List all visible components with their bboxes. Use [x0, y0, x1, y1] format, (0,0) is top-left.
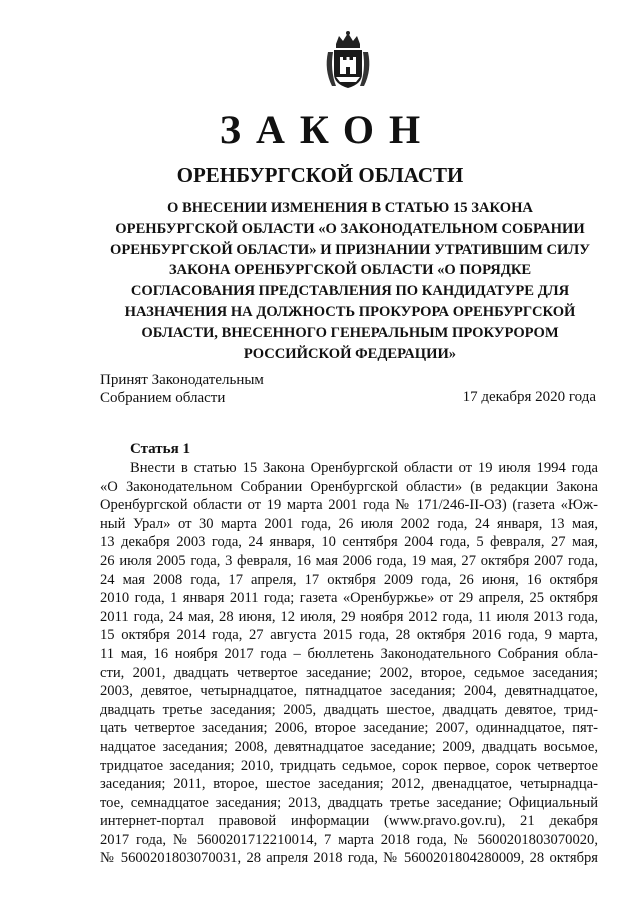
- body-line: сти, 2001, двадцать четвертое заседание; 2002, второе, седьмое заседания;: [100, 664, 598, 681]
- body-line: 13 декабря 2003 года, 24 января, 10 сентября 2004 года, 5 февраля, 27 мая,: [100, 534, 598, 551]
- subject-line: РОССИЙСКОЙ ФЕДЕРАЦИИ»: [243, 345, 457, 362]
- body-line: 2003, девятое, четырнадцатое, пятнадцатое заседания; 2004, девятнадцатое,: [100, 683, 598, 700]
- orenburg-coat-of-arms-icon: [322, 30, 374, 92]
- body-line: заседания; 2011, второе, шестое заседания; 2012, двенадцатое, четырнадца-: [100, 776, 598, 793]
- adoption-line: Собранием области: [100, 389, 226, 406]
- region-title: ОРЕНБУРГСКОЙ ОБЛАСТИ: [176, 163, 464, 187]
- body-line: двадцать третье заседания; 2005, двадцать шестое, двадцать девятое, трид-: [100, 701, 598, 718]
- body-line: «О Законодательном Собрании Оренбургской области» (в редакции Закона: [100, 478, 598, 495]
- article-heading: Статья 1: [130, 441, 190, 457]
- law-title: ЗАКОН: [219, 107, 436, 152]
- body-line: 26 июля 2005 года, 3 февраля, 16 мая 2006 года, 19 мая, 27 октября 2007 года,: [100, 552, 598, 569]
- body-line: 15 октября 2014 года, 27 августа 2015 года, 28 октября 2016 года, 9 марта,: [100, 627, 598, 644]
- subject-line: ОРЕНБУРГСКОЙ ОБЛАСТИ «О ЗАКОНОДАТЕЛЬНОМ СОБРАНИИ: [115, 220, 585, 237]
- body-line: 2010 года, 1 января 2011 года; газета «Оренбуржье» от 29 апреля, 25 октября: [100, 590, 598, 607]
- body-line: надцатое заседания; 2008, девятнадцатое заседание; 2009, двадцать восьмое,: [100, 738, 598, 755]
- body-line: 2017 года, № 5600201712210014, 7 марта 2018 года, № 5600201803070020,: [100, 831, 598, 848]
- body-line: № 5600201803070031, 28 апреля 2018 года, № 5600201804280009, 28 октября: [100, 850, 598, 867]
- body-line: интернет-портал правовой информации (www.pravo.gov.ru), 21 декабря: [100, 813, 598, 830]
- subject-line: ОБЛАСТИ, ВНЕСЕННОГО ГЕНЕРАЛЬНЫМ ПРОКУРОРОМ: [141, 324, 559, 341]
- adoption-note: [100, 372, 264, 407]
- body-line: цать четвертое заседания; 2006, второе заседание; 2007, одиннадцатое, пят-: [100, 720, 598, 737]
- body-line: 24 мая 2008 года, 17 апреля, 17 октября 2009 года, 26 июня, 16 октября: [100, 571, 598, 588]
- subject-line: О ВНЕСЕНИИ ИЗМЕНЕНИЯ В СТАТЬЮ 15 ЗАКОНА: [167, 200, 533, 216]
- subject-line: НАЗНАЧЕНИЯ НА ДОЛЖНОСТЬ ПРОКУРОРА ОРЕНБУРГСКОЙ: [124, 303, 576, 320]
- article-body: [100, 459, 598, 868]
- body-line: тридцатое заседания; 2010, тридцать седьмое, сорок первое, сорок четвертое: [100, 757, 598, 774]
- body-line: ный Урал» от 30 марта 2001 года, 26 июля 2002 года, 24 января, 13 мая,: [100, 515, 598, 532]
- subject-line: ОРЕНБУРГСКОЙ ОБЛАСТИ» И ПРИЗНАНИИ УТРАТИВШИМ СИЛУ: [110, 241, 590, 258]
- body-line: 2011 года, 24 мая, 28 июня, 12 июля, 29 ноября 2012 года, 11 июля 2013 года,: [100, 608, 598, 625]
- subject-line: ЗАКОНА ОРЕНБУРГСКОЙ ОБЛАСТИ «О ПОРЯДКЕ: [168, 262, 532, 279]
- adoption-line: Принят Законодательным: [100, 372, 264, 388]
- body-line: тое, семнадцатое заседания; 2013, двадцать третье заседание; Официальный: [100, 794, 598, 811]
- body-line: 11 мая, 16 ноября 2017 года – бюллетень Законодательного Собрания обла-: [100, 645, 598, 662]
- adoption-date: 17 декабря 2020 года: [462, 389, 596, 405]
- subject-line: СОГЛАСОВАНИЯ ПРЕДСТАВЛЕНИЯ ПО КАНДИДАТУРЕ ДЛЯ: [130, 283, 570, 300]
- law-subject: [90, 198, 610, 364]
- body-line: Внести в статью 15 Закона Оренбургской области от 19 июля 1994 года: [130, 460, 598, 476]
- body-line: Оренбургской области от 19 марта 2001 года № 171/246-II-ОЗ) (газета «Юж-: [100, 497, 598, 514]
